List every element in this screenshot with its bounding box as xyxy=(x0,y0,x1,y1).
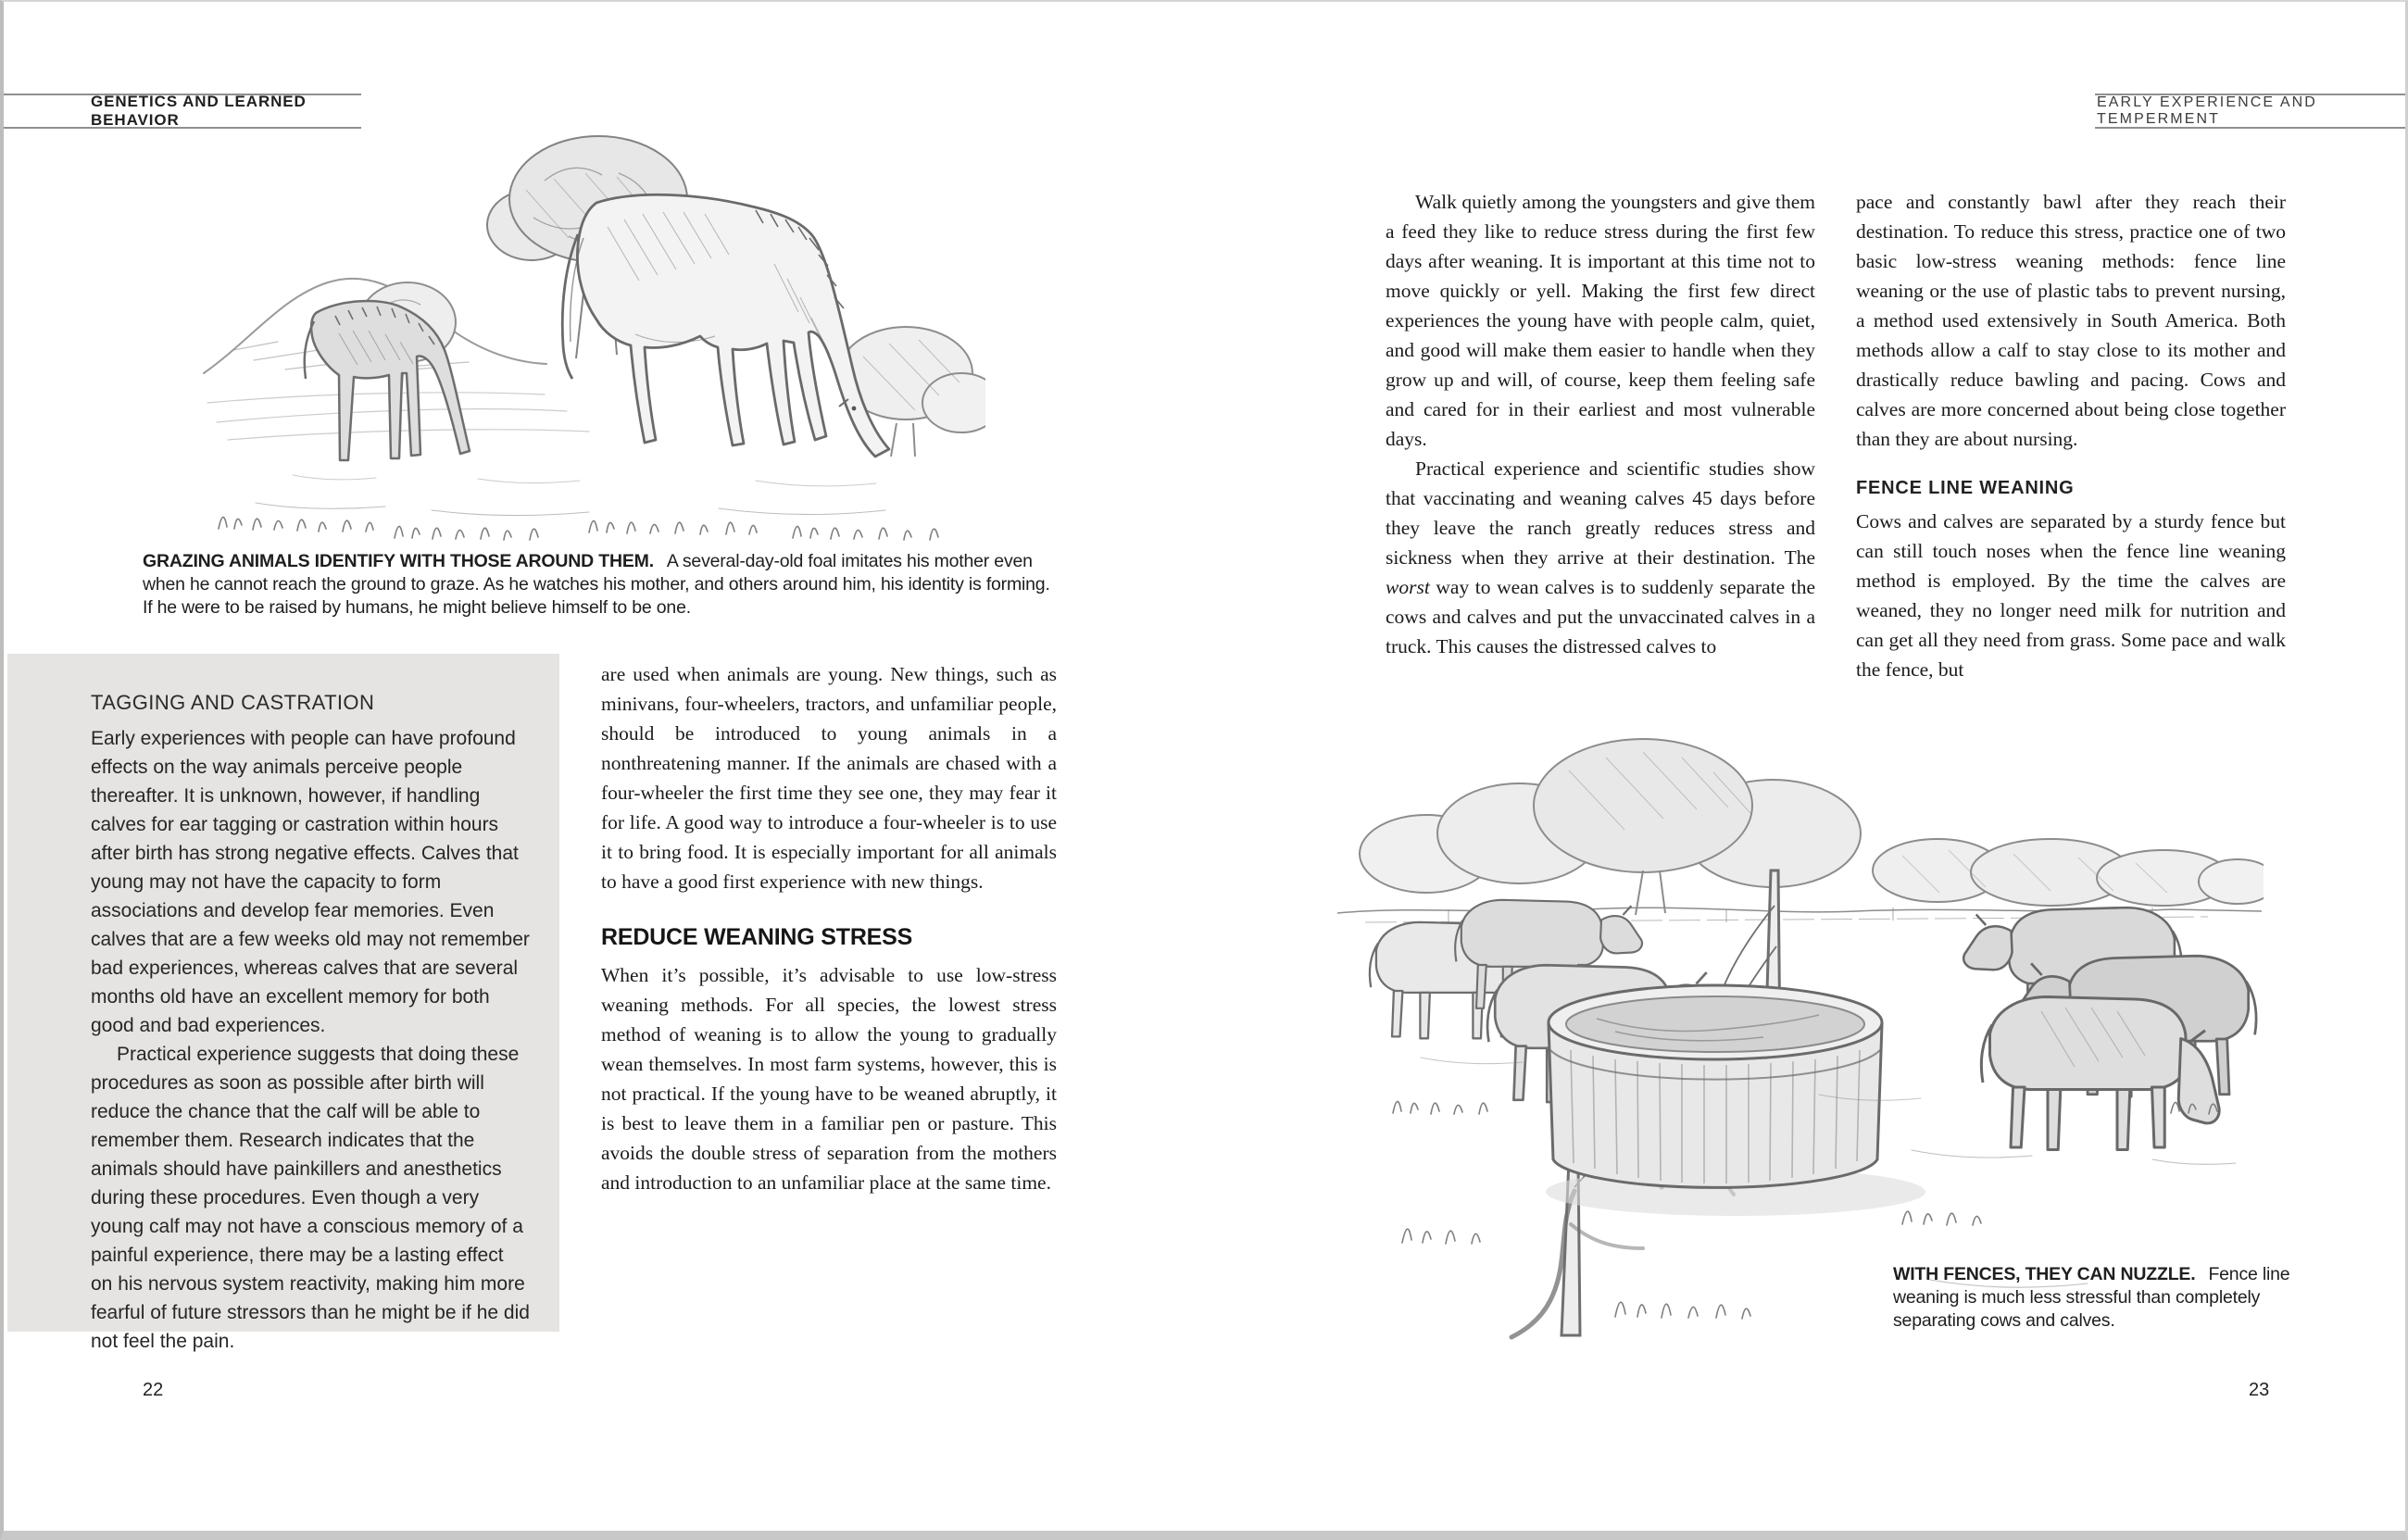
running-head-left xyxy=(4,94,361,129)
section-heading-fence-line-weaning: FENCE LINE WEANING xyxy=(1856,478,2075,498)
body-paragraph xyxy=(1386,454,1815,661)
body-paragraph: Walk quietly among the youngsters and give them a feed they like to reduce stress during the first few days after weaning. It is important at this time not to move quickly or yell. Making the first few direct experiences the young have with people calm, quiet, and good will make them easier to handle when they grow up and will, of course, keep them feeling safe and cared for in their earliest and most vulnerable days. xyxy=(1386,191,1815,450)
left-page-column xyxy=(601,659,1057,1197)
body-paragraph: Cows and calves are separated by a sturdy fence but can still touch noses when the fence line weaning method is employed. By the time the calves are weaned, they no longer need milk for nutrition and can get all they need from grass. Some pace and walk the fence, but xyxy=(1856,510,2286,681)
cow-caption-text: Fence line weaning is much less stressful than completely separating cows and calves. xyxy=(1893,1264,2290,1331)
body-paragraph: pace and constantly bawl after they reach their destination. To reduce this stress, practice one of two basic low-stress weaning methods: fence line weaning or the use of plastic tabs to prevent nursing, a method used extensively in South America. Both methods allow a calf to stay close to its mother and drastically reduce bawling and pacing. Cows and calves are more concerned about being close together than they are about nursing. xyxy=(1856,191,2286,450)
sidebar-title: TAGGING AND CASTRATION xyxy=(91,691,375,714)
horse-illustration xyxy=(200,125,985,553)
horse-illustration-caption xyxy=(143,550,1061,620)
body-paragraph: When it’s possible, it’s advisable to use low-stress weaning methods. For all species, the lowest stress method of weaning is to allow the young to gradually wean themselves. In most farm systems, however, this is not practical. If the young have to be weaned abruptly, it is best to leave them in a familiar pen or pasture. This avoids the double stress of separation from the mothers and introduction to an unfamiliar place at the same time. xyxy=(601,964,1057,1194)
paragraph-text: Practical experience and scientific studies show that vaccinating and weaning calves 45 days before they leave the ranch greatly reduces stress and sickness when they arrive at their destination. The xyxy=(1386,457,1815,569)
horse-caption-text: A several-day-old foal imitates his mother even when he cannot reach the ground to graze. As he watches his mother, and others around him, his identity is forming. If he were to be raised by humans, he might believe himself to be one. xyxy=(143,551,1050,618)
horse-sketch-svg xyxy=(200,125,985,553)
page-number-right: 23 xyxy=(2249,1380,2270,1400)
right-page-column-2 xyxy=(1856,187,2286,684)
page-number-left: 22 xyxy=(143,1380,164,1400)
cow-caption-lead: WITH FENCES, THEY CAN NUZZLE. xyxy=(1893,1264,2196,1284)
running-head-right xyxy=(2095,94,2405,129)
running-head-left-label: GENETICS AND LEARNED BEHAVIOR xyxy=(91,93,307,129)
running-head-right-label: EARLY EXPERIENCE AND TEMPERMENT xyxy=(2097,94,2317,127)
horse-caption-lead: GRAZING ANIMALS IDENTIFY WITH THOSE AROUND THEM. xyxy=(143,551,654,571)
body-paragraph: are used when animals are young. New things, such as minivans, four-wheelers, tractors, and unfamiliar people, should be introduced to young animals in a nonthreatening manner. If the animals are chased with a four-wheeler the first time they see one, they may fear it for life. A good way to introduce a four-wheeler is to use it to bring food. It is especially important for all animals to have a good first experience with new things. xyxy=(601,663,1057,893)
sidebar-paragraph: Early experiences with people can have profound effects on the way animals perceive people thereafter. It is unknown, however, if handling calves for ear tagging or castration within hours after birth has strong negative effects. Calves that young may not have the capacity to form associations and develop fear memories. Even calves that are a few weeks old may not remember bad experiences, whereas calves that are several months old have an excellent memory for both good and bad experiences. xyxy=(91,728,530,1036)
sidebar-box-tagging-castration xyxy=(7,654,559,1352)
cow-sketch-svg xyxy=(1337,724,2264,1354)
cow-illustration xyxy=(1337,724,2264,1354)
cow-illustration-caption xyxy=(1893,1263,2293,1333)
italic-word: worst xyxy=(1386,576,1430,598)
right-page-column-1 xyxy=(1386,187,1815,661)
sidebar-paragraph: Practical experience suggests that doing these procedures as soon as possible after birth will reduce the chance that the calf will be able to remember them. Research indicates that the animals should have painkillers and anesthetics during these procedures. Even though a very young calf may not have a conscious memory of a painful experience, there may be a lasting effect on his nervous system reactivity, making him more fearful of future stressors than he might be if he did not feel the pain. xyxy=(91,1044,530,1352)
section-heading-reduce-weaning-stress: REDUCE WEANING STRESS xyxy=(601,924,913,950)
paragraph-text: way to wean calves is to suddenly separate the cows and calves and put the unvaccinated calves in a truck. This causes the distressed calves to xyxy=(1386,576,1815,657)
